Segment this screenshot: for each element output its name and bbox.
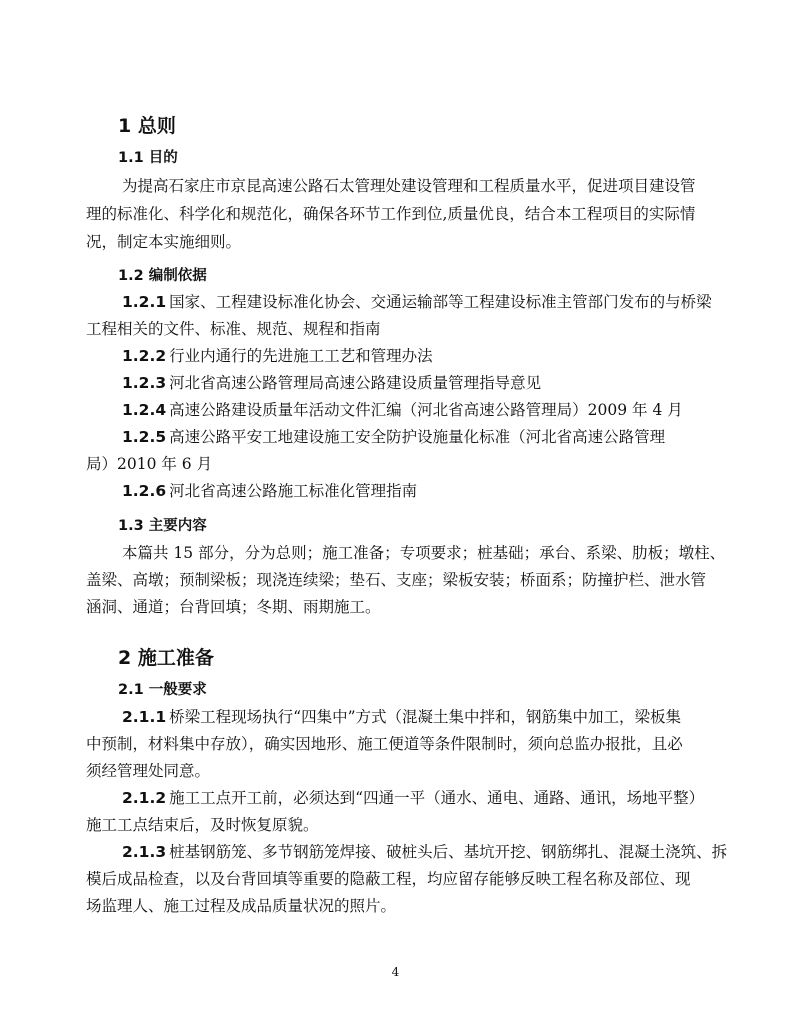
item-number: 1.2.6 [122, 482, 167, 500]
section-1-3-heading: 1.3 主要内容 [118, 518, 207, 534]
item-text: 河北省高速公路管理局高速公路建设质量管理指导意见 [169, 374, 542, 392]
paragraph-line: 局）2010 年 6 月 [86, 455, 213, 473]
item-number: 1.2.3 [122, 374, 167, 392]
page-number: 4 [391, 965, 400, 979]
item-text: 行业内通行的先进施工工艺和管理办法 [169, 347, 433, 365]
item-number: 1.2.2 [122, 347, 167, 365]
item-text: 施工工点开工前，必须达到“四通一平（通水、通电、通路、通讯，场地平整） [169, 789, 705, 807]
item-number: 2.1.1 [122, 708, 167, 726]
item-text: 高速公路建设质量年活动文件汇编（河北省高速公路管理局）2009 年 4 月 [169, 401, 683, 419]
paragraph-line: 盖梁、高墩；预制梁板；现浇连续梁；垫石、支座；梁板安装；桥面系；防撞护栏、泄水管 [86, 571, 707, 589]
paragraph-line: 场监理人、施工过程及成品质量状况的照片。 [86, 897, 397, 915]
paragraph-line: 理的标准化、科学化和规范化，确保各环节工作到位,质量优良，结合本工程项目的实际情 [86, 205, 696, 223]
paragraph-line: 须经管理处同意。 [86, 762, 211, 780]
paragraph-line: 模后成品检查，以及台背回填等重要的隐蔽工程，均应留存能够反映工程名称及部位、现 [86, 870, 691, 888]
list-item-1-2-5 [122, 427, 665, 447]
list-item-1-2-4 [122, 400, 683, 420]
item-text: 桥梁工程现场执行“四集中”方式（混凝土集中拌和，钢筋集中加工，梁板集 [169, 708, 681, 726]
paragraph-line: 涵洞、通道；台背回填；冬期、雨期施工。 [86, 598, 381, 616]
section-2-heading: 2 施工准备 [118, 647, 214, 669]
paragraph-line: 为提高石家庄市京昆高速公路石太管理处建设管理和工程质量水平，促进项目建设管 [122, 177, 696, 195]
item-text: 高速公路平安工地建设施工安全防护设施量化标准（河北省高速公路管理 [169, 428, 666, 446]
paragraph-line: 况，制定本实施细则。 [86, 233, 242, 251]
item-number: 1.2.1 [122, 293, 167, 311]
paragraph-line: 施工工点结束后，及时恢复原貌。 [86, 816, 319, 834]
list-item-1-2-3 [122, 373, 541, 393]
item-text: 国家、工程建设标准化协会、交通运输部等工程建设标准主管部门发布的与桥梁 [169, 293, 712, 311]
item-number: 1.2.4 [122, 401, 167, 419]
list-item-2-1-1 [122, 707, 681, 727]
list-item-2-1-2 [122, 788, 704, 808]
list-item-1-2-6 [122, 481, 417, 501]
item-text: 河北省高速公路施工标准化管理指南 [169, 482, 418, 500]
item-number: 2.1.3 [122, 843, 167, 861]
list-item-1-2-1 [122, 292, 712, 312]
paragraph-line: 中预制，材料集中存放），确实因地形、施工便道等条件限制时，须向总监办报批，且必 [86, 735, 683, 753]
section-1-1-heading: 1.1 目的 [118, 150, 178, 166]
item-number: 2.1.2 [122, 789, 167, 807]
section-1-2-heading: 1.2 编制依据 [118, 268, 207, 284]
paragraph-line: 本篇共 15 部分，分为总则；施工准备；专项要求；桩基础；承台、系梁、肋板；墩柱、 [122, 544, 726, 562]
list-item-2-1-3 [122, 842, 727, 862]
paragraph-line: 工程相关的文件、标准、规范、规程和指南 [86, 320, 381, 338]
item-number: 1.2.5 [122, 428, 167, 446]
section-2-1-heading: 2.1 一般要求 [118, 682, 207, 698]
list-item-1-2-2 [122, 346, 433, 366]
section-1-heading: 1 总则 [118, 115, 176, 137]
item-text: 桩基钢筋笼、多节钢筋笼焊接、破桩头后、基坑开挖、钢筋绑扎、混凝土浇筑、拆 [169, 843, 728, 861]
